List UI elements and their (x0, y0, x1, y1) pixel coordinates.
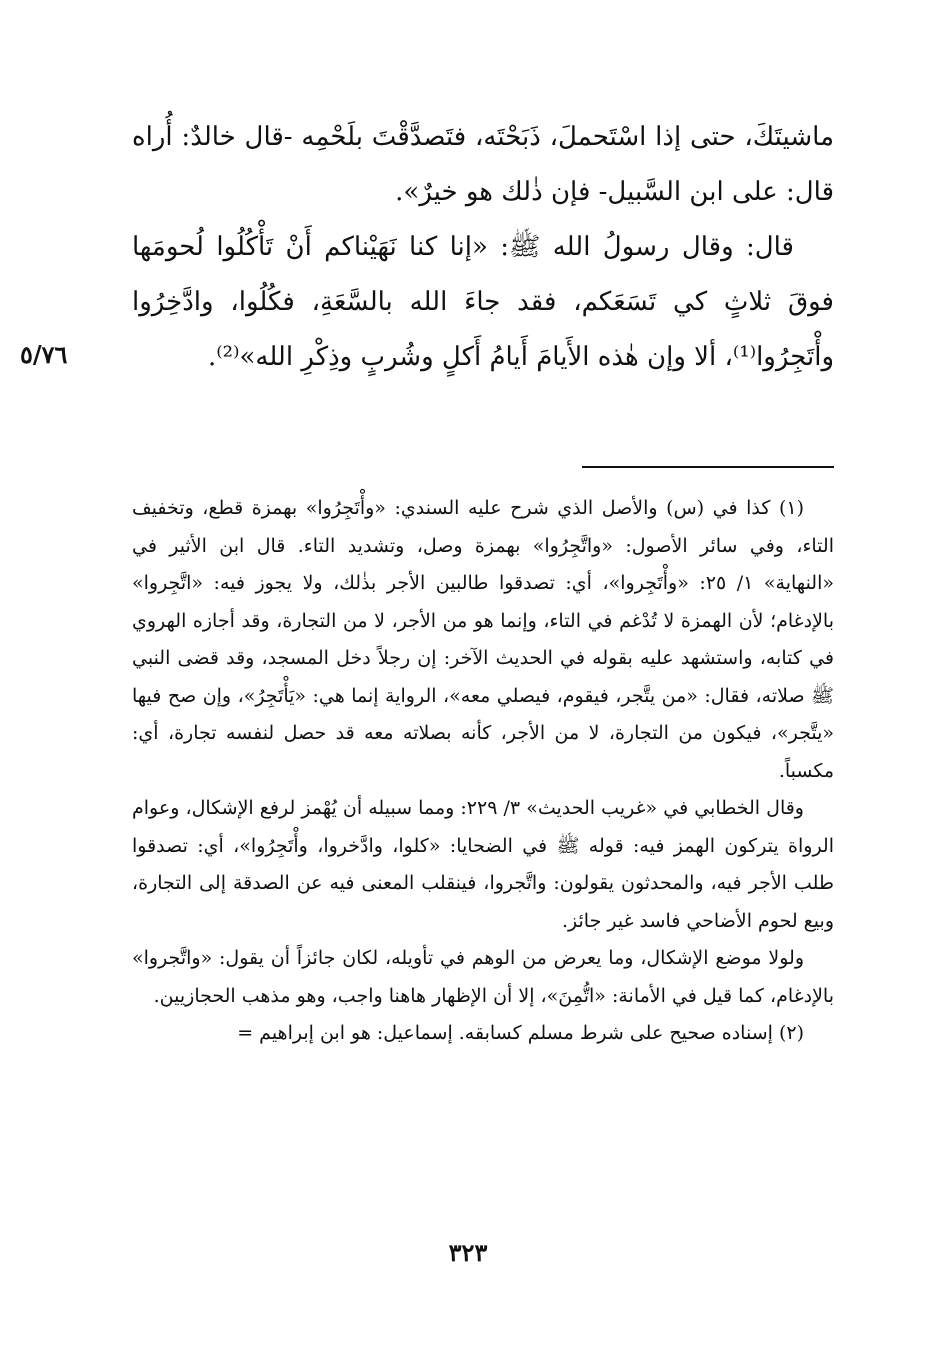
main-paragraph-1: ماشيتَكَ، حتى إذا اسْتَحملَ، ذَبَحْتَه، فتَصدَّقْتَ بلَحْمِه -قال خالدٌ: أُراه قال: على ابن السَّبيل- فإن ذٰلك هو خيرٌ». (132, 122, 834, 207)
footnote-2: (٢) إسناده صحيح على شرط مسلم كسابقه. إسماعيل: هو ابن إبراهيم = (237, 1022, 804, 1044)
margin-reference: ٥/٧٦ (20, 340, 68, 369)
page-number: ٣٢٣ (448, 1238, 488, 1267)
footnote-1-paragraph-2: وقال الخطابي في «غريب الحديث» ٣/ ٢٢٩: ومما سبيله أن يُهْمز لرفع الإشكال، وعوام الرواة يتركون الهمز فيه: قوله ﷺ في الضحايا: «كلوا، وادَّخروا، وأْتَجِرُوا»، أي: تصدقوا طلب الأجر فيه، والمحدثون يقولون: واتَّجروا، فينقلب المعنى فيه عن الصدقة إلى التجارة، وبيع لحوم الأضاحي فاسد غير جائز. (132, 797, 834, 932)
footnote-1-paragraph-3: ولولا موضع الإشكال، وما يعرض من الوهم في تأويله، لكان جائزاً أن يقول: «واتَّجروا» بالإدغام، كما قيل في الأمانة: «اتُّمِنَ»، إلا أن الإظهار هاهنا واجب، وهو مذهب الحجازيين. (132, 947, 834, 1007)
main-text-block (132, 110, 834, 385)
footnote-separator (582, 466, 834, 468)
footnote-1-paragraph-1: (١) كذا في (س) والأصل الذي شرح عليه السندي: «وأْتَجِرُوا» بهمزة قطع، وتخفيف التاء، وفي سائر الأصول: «واتَّجِرُوا» بهمزة وصل، وتشديد التاء. قال ابن الأثير في «النهاية» ١/ ٢٥: «وأْتَجِروا»، أي: تصدقوا طالبين الأجر بذٰلك، ولا يجوز فيه: «اتَّجِروا» بالإدغام؛ لأن الهمزة لا تُدْغم في التاء، وإنما هو من الأجر، لا من التجارة، وقد أجازه الهروي في كتابه، واستشهد عليه بقوله في الحديث الآخر: إن رجلاً دخل المسجد، وقد قضى النبي ﷺ صلاته، فقال: «من يتَّجر، فيقوم، فيصلي معه»، الرواية إنما هي: «يَأْتَجِرُ»، وإن صح فيها «يتَّجر»، فيكون من التجارة، لا من الأجر، كأنه بصلاته معه قد حصل لنفسه تجارة، أي: مكسباً. (132, 497, 834, 782)
main-paragraph-2: قال: وقال رسولُ الله ﷺ: «إنا كنا نَهَيْناكم أَنْ تَأْكُلُوا لُحومَها فوقَ ثلاثٍ كي تَسَعَكم، فقد جاءَ الله بالسَّعَةِ، فكُلُوا، وادَّخِرُوا وأْتَجِرُوا⁽¹⁾، ألا وإن هٰذه الأَيامَ أَيامُ أَكلٍ وشُربٍ وذِكْرِ الله»⁽²⁾. (132, 232, 834, 372)
footnotes-block (132, 490, 834, 1053)
